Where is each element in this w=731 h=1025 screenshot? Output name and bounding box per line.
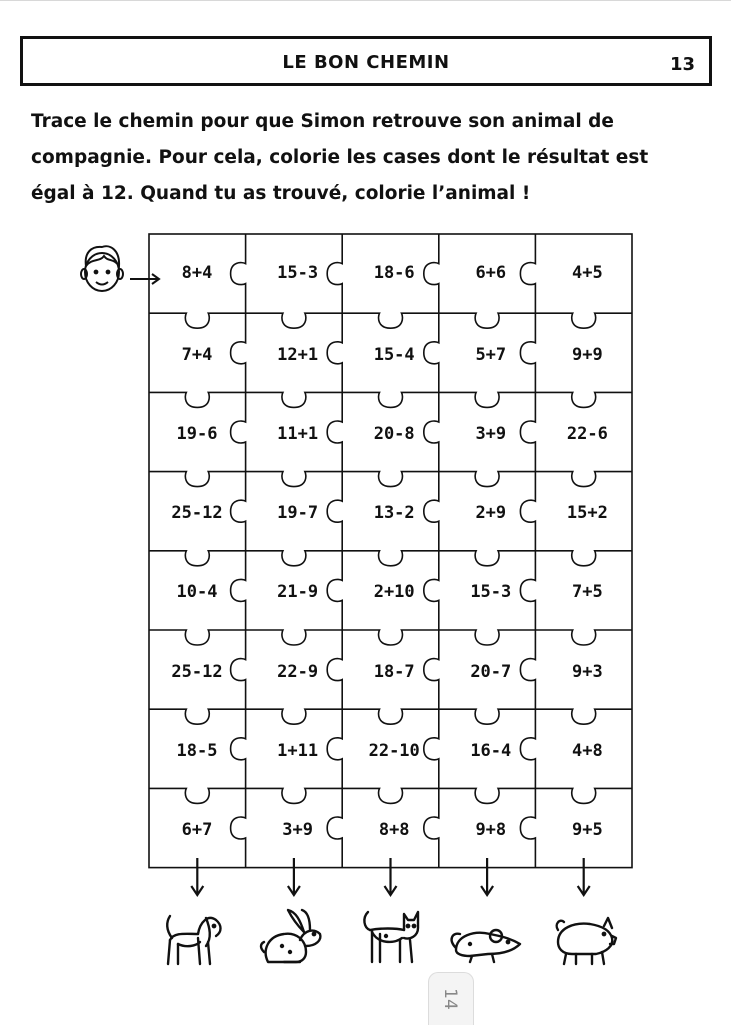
puzzle-cell[interactable]: 18-6	[373, 262, 415, 283]
puzzle-cell[interactable]: 22-10	[368, 740, 420, 761]
puzzle-cell[interactable]: 2+10	[373, 582, 415, 603]
puzzle-cell[interactable]: 6+6	[475, 262, 507, 283]
puzzle-cell[interactable]: 2+9	[475, 503, 507, 524]
puzzle-cell[interactable]: 21-9	[277, 582, 319, 603]
down-arrow-icon	[578, 858, 590, 895]
puzzle-cell[interactable]: 8+4	[181, 262, 213, 283]
puzzle-cell[interactable]: 4+5	[572, 262, 603, 283]
page-number: 13	[669, 54, 695, 75]
puzzle-cell[interactable]: 22-9	[277, 661, 319, 682]
mouse-icon	[452, 930, 520, 962]
puzzle-cell[interactable]: 15-4	[373, 344, 415, 365]
boy-face-icon	[81, 246, 123, 291]
animal-arrows	[191, 858, 589, 895]
puzzle-cell[interactable]: 25-12	[171, 661, 223, 682]
down-arrow-icon	[191, 858, 203, 895]
puzzle-cell[interactable]: 13-2	[373, 503, 415, 524]
puzzle-cell[interactable]: 19-6	[176, 424, 218, 444]
puzzle-cell[interactable]: 5+7	[475, 344, 507, 365]
puzzle-cell[interactable]: 16-4	[470, 740, 512, 761]
puzzle-cell[interactable]: 9+9	[572, 344, 603, 365]
puzzle-cell[interactable]: 15-3	[470, 582, 512, 603]
instruction-line-2: compagnie. Pour cela, colorie les cases dont le résultat est	[31, 147, 649, 168]
puzzle-cell[interactable]: 15+2	[566, 503, 608, 524]
puzzle-cell[interactable]: 8+8	[378, 820, 410, 840]
puzzle-cell[interactable]: 18-5	[176, 740, 218, 761]
puzzle-cell[interactable]: 25-12	[171, 503, 223, 524]
puzzle-cell[interactable]: 9+8	[475, 820, 507, 840]
instruction-line-1: Trace le chemin pour que Simon retrouve son animal de	[31, 111, 614, 132]
puzzle-cell[interactable]: 4+8	[572, 740, 603, 761]
puzzle-cell[interactable]: 12+1	[277, 344, 319, 365]
grid-lines	[149, 234, 632, 868]
puzzle-cell[interactable]: 22-6	[566, 424, 608, 444]
down-arrow-icon	[385, 858, 397, 895]
puzzle-cell[interactable]: 19-7	[277, 503, 319, 524]
puzzle-cell[interactable]: 20-8	[373, 424, 415, 444]
page-tab-label: 14	[439, 988, 460, 1010]
cat-icon	[364, 912, 418, 962]
page-tab[interactable]	[428, 972, 474, 1025]
rabbit-icon	[261, 910, 320, 962]
dog-icon	[167, 916, 220, 964]
page-title: LE BON CHEMIN	[282, 52, 450, 73]
puzzle-cell[interactable]: 7+4	[181, 344, 213, 365]
puzzle-cell[interactable]: 7+5	[572, 582, 603, 603]
puzzle-cell[interactable]: 9+3	[572, 661, 603, 682]
pig-icon	[557, 918, 616, 964]
down-arrow-icon	[481, 858, 493, 895]
puzzle-cell[interactable]: 11+1	[277, 424, 319, 444]
puzzle-cell[interactable]: 9+5	[572, 820, 603, 840]
down-arrow-icon	[288, 858, 300, 895]
instruction-line-3: égal à 12. Quand tu as trouvé, colorie l’animal !	[31, 183, 531, 204]
puzzle-cell[interactable]: 6+7	[181, 820, 213, 840]
puzzle-cell[interactable]: 20-7	[470, 661, 512, 682]
puzzle-cell[interactable]: 10-4	[176, 582, 218, 603]
puzzle-cell[interactable]: 18-7	[373, 661, 415, 682]
puzzle-cell[interactable]: 15-3	[277, 262, 319, 283]
puzzle-cell[interactable]: 1+11	[277, 740, 319, 761]
puzzle-cell[interactable]: 3+9	[475, 424, 507, 444]
puzzle-cell[interactable]: 3+9	[282, 820, 313, 840]
